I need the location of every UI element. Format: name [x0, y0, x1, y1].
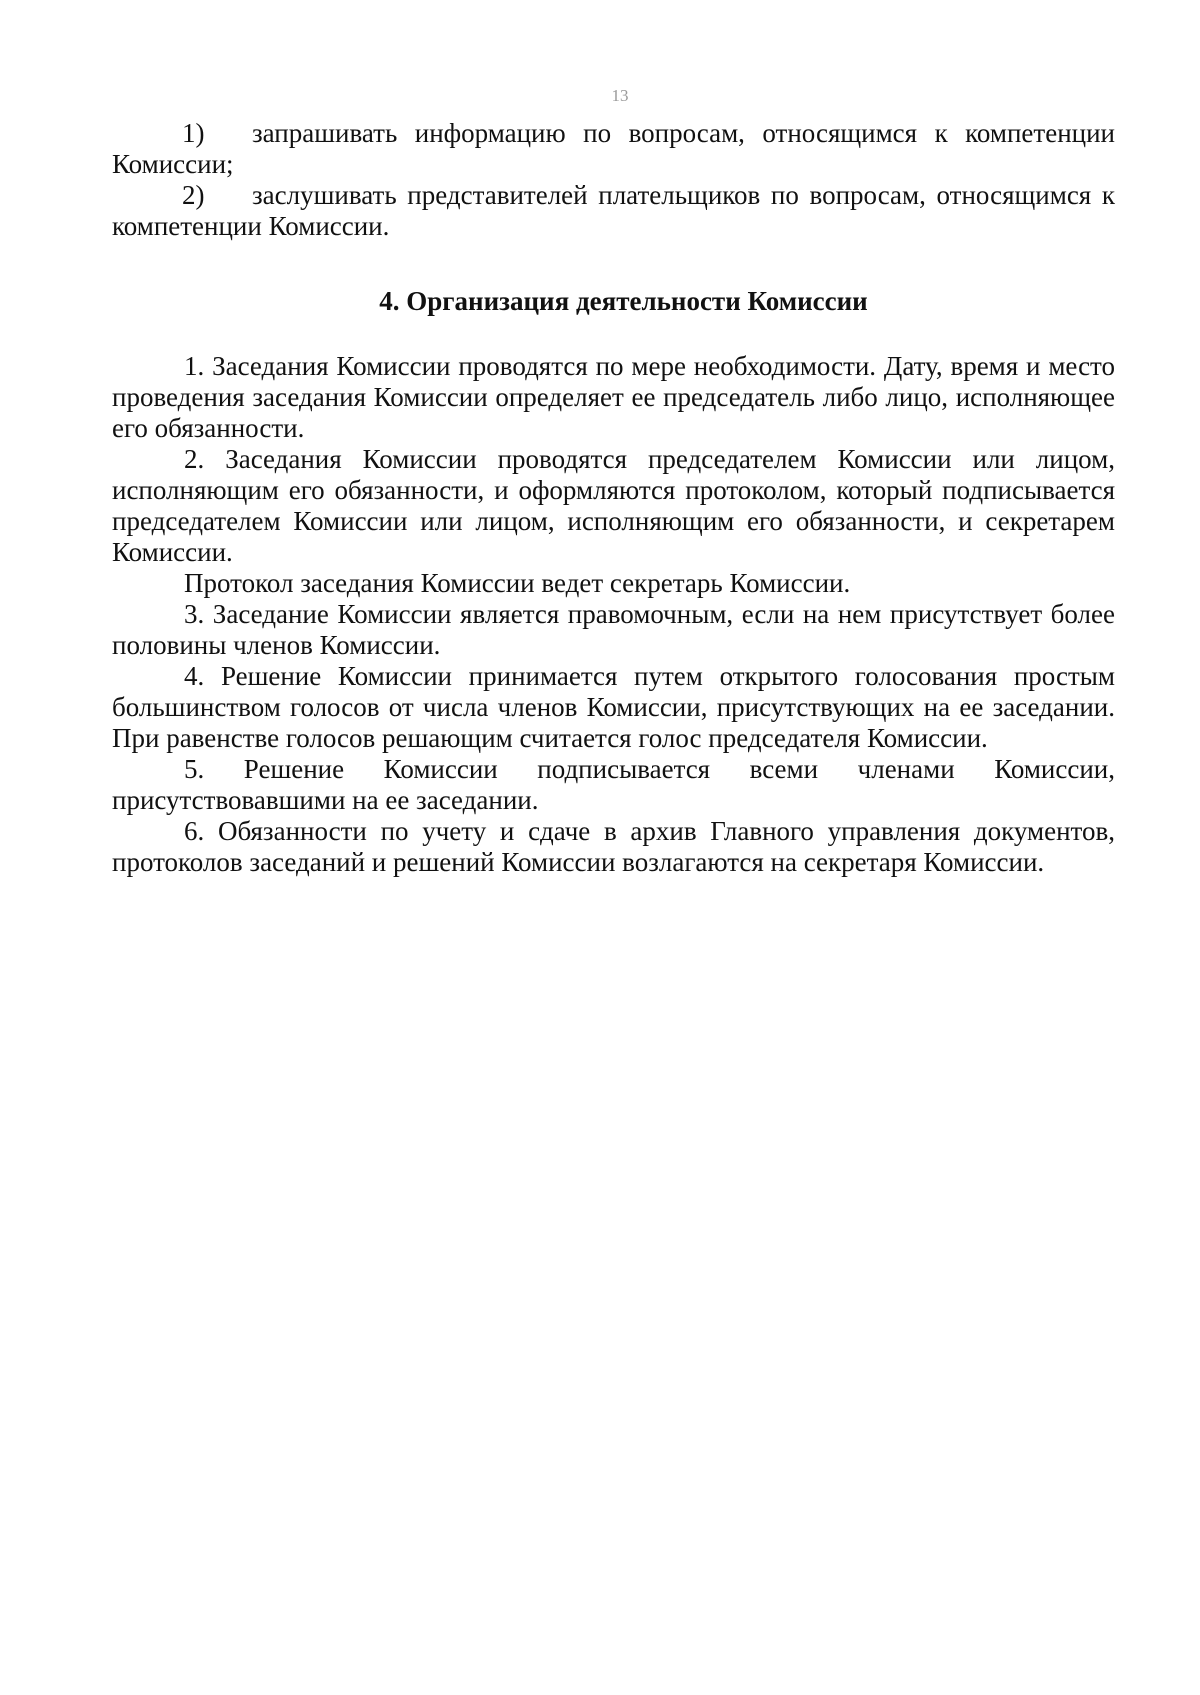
- document-body: [112, 118, 1115, 878]
- paragraph: 2. Заседания Комиссии проводятся председателем Комиссии или лицом, исполняющим его обязанности, и оформляются протоколом, который подписывается председателем Комиссии или лицом, исполняющим его обязанности, и секретарем Комиссии.: [112, 444, 1115, 567]
- list-item-number: 1): [182, 118, 205, 148]
- paragraph: Протокол заседания Комиссии ведет секретарь Комиссии.: [184, 568, 851, 598]
- section-heading: 4. Организация деятельности Комиссии: [379, 286, 868, 316]
- paragraph: 3. Заседание Комиссии является правомочным, если на нем присутствует более половины членов Комиссии.: [112, 599, 1115, 660]
- list-item: [112, 118, 1115, 180]
- paragraph: 1. Заседания Комиссии проводятся по мере необходимости. Дату, время и место проведения заседания Комиссии определяет ее председатель либо лицо, исполняющее его обязанности.: [112, 351, 1115, 443]
- page-number: 13: [611, 86, 629, 105]
- list-item-text: заслушивать представителей плательщиков по вопросам, относящимся к компетенции Комиссии.: [112, 180, 1115, 241]
- list-item-number: 2): [182, 180, 205, 210]
- paragraph: 4. Решение Комиссии принимается путем открытого голосования простым большинством голосов от числа членов Комиссии, присутствующих на ее заседании. При равенстве голосов решающим считается голос председателя Комиссии.: [112, 661, 1115, 753]
- paragraph: 6. Обязанности по учету и сдаче в архив Главного управления документов, протоколов заседаний и решений Комиссии возлагаются на секретаря Комиссии.: [112, 816, 1115, 877]
- list-item-text: запрашивать информацию по вопросам, относящимся к компетенции Комиссии;: [112, 118, 1115, 179]
- paragraph: 5. Решение Комиссии подписывается всеми членами Комиссии, присутствовавшими на ее заседании.: [112, 754, 1115, 815]
- list-item: [112, 180, 1115, 242]
